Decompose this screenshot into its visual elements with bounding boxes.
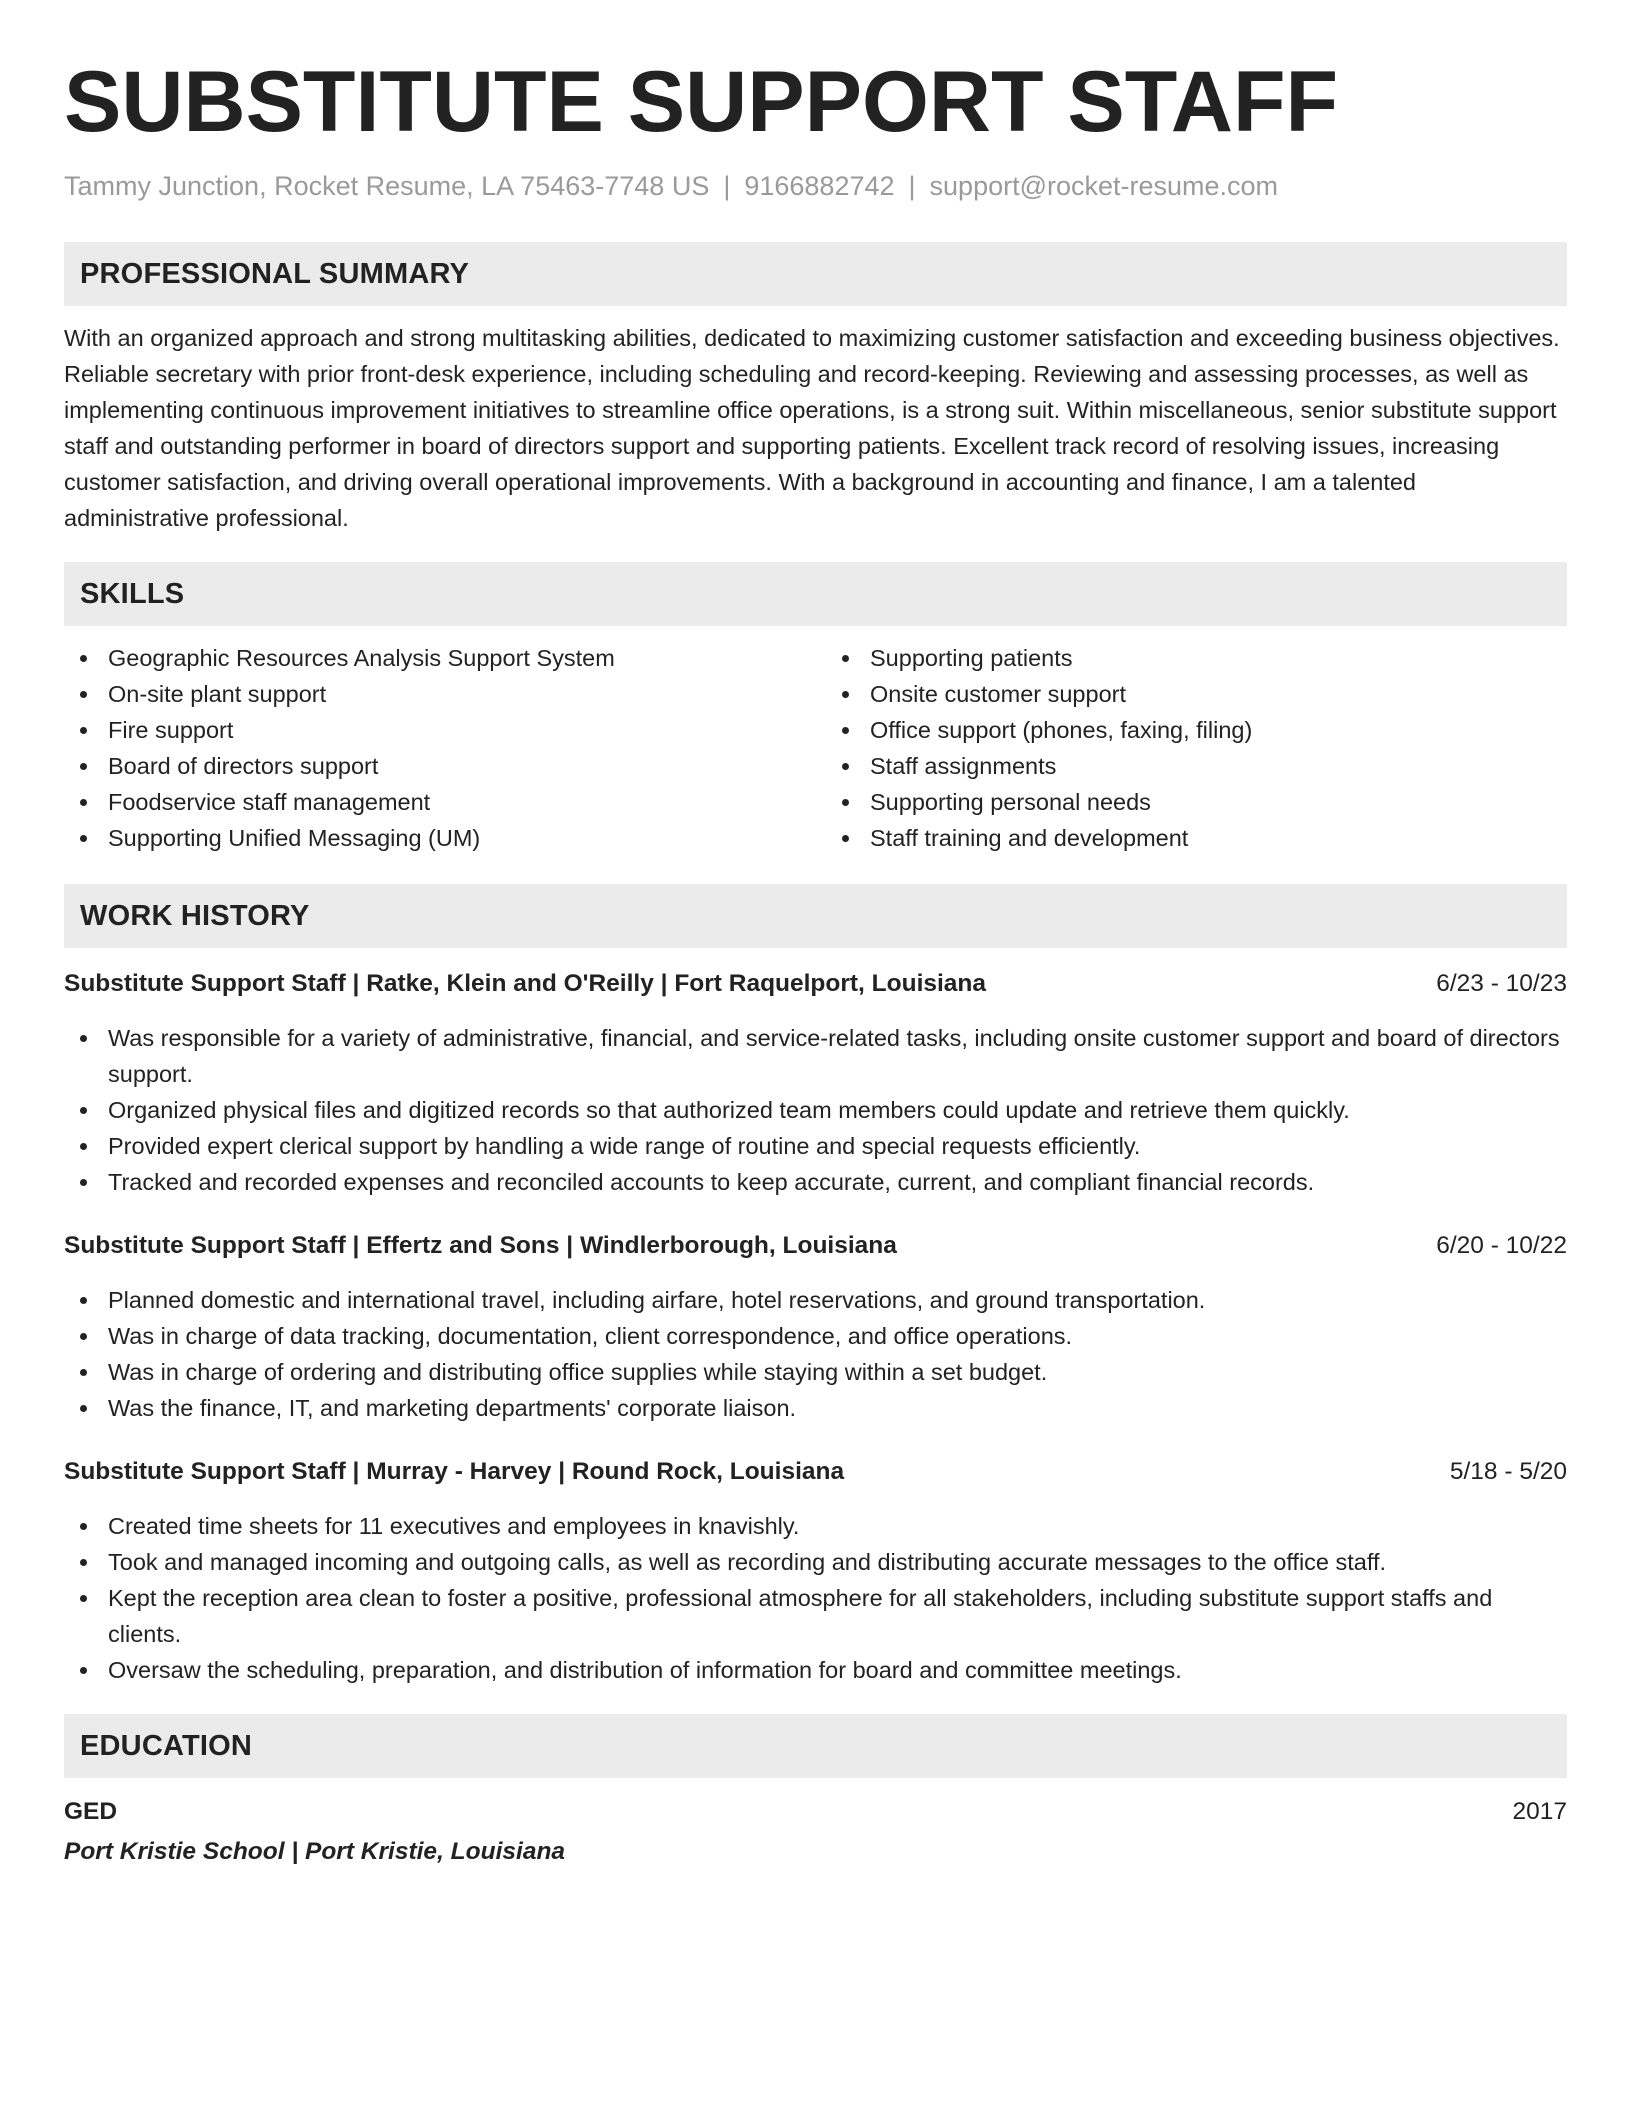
bullet-icon	[80, 1405, 87, 1412]
job-bullet	[64, 1128, 1567, 1164]
bullet-icon	[80, 691, 87, 698]
skill-item	[826, 712, 1567, 748]
job-title: Substitute Support Staff | Ratke, Klein and O'Reilly | Fort Raquelport, Louisiana	[64, 970, 987, 997]
contact-address: Tammy Junction, Rocket Resume, LA 75463-7748 US	[64, 171, 710, 201]
bullet-icon	[80, 1595, 87, 1602]
skills-section-header: SKILLS	[64, 562, 1567, 626]
skill-text: Board of directors support	[108, 753, 379, 779]
skill-item	[64, 748, 805, 784]
skills-list-right	[826, 640, 1567, 856]
job-header	[64, 1228, 1567, 1264]
education-header	[64, 1794, 1567, 1830]
bullet-icon	[80, 799, 87, 806]
bullet-icon	[80, 1179, 87, 1186]
job-header	[64, 966, 1567, 1002]
job-bullet	[64, 1164, 1567, 1200]
skill-text: Staff training and development	[870, 825, 1189, 851]
skills-list-left	[64, 640, 805, 856]
bullet-icon	[80, 1143, 87, 1150]
job-bullet	[64, 1652, 1567, 1688]
skill-text: Office support (phones, faxing, filing)	[870, 717, 1253, 743]
job-bullets	[64, 1020, 1567, 1200]
job-bullet-text: Was the finance, IT, and marketing departments' corporate liaison.	[108, 1395, 797, 1421]
job-bullet-text: Kept the reception area clean to foster a positive, professional atmosphere for all stakeholders, including substitute support staffs and clients.	[108, 1585, 1493, 1647]
job-bullet	[64, 1092, 1567, 1128]
skill-item	[64, 712, 805, 748]
job-bullet-text: Planned domestic and international travel, including airfare, hotel reservations, and ground transportation.	[108, 1287, 1206, 1313]
job-bullet-text: Tracked and recorded expenses and reconciled accounts to keep accurate, current, and compliant financial records.	[108, 1169, 1315, 1195]
job-title: Substitute Support Staff | Murray - Harvey | Round Rock, Louisiana	[64, 1458, 845, 1485]
job-bullet-text: Took and managed incoming and outgoing calls, as well as recording and distributing accurate messages to the office staff.	[108, 1549, 1387, 1575]
skill-item	[64, 784, 805, 820]
contact-separator: |	[723, 171, 731, 201]
education-section-header: EDUCATION	[64, 1714, 1567, 1778]
bullet-icon	[80, 1559, 87, 1566]
education-school: Port Kristie School | Port Kristie, Louisiana	[64, 1838, 566, 1865]
job-entry	[64, 1228, 1567, 1426]
skill-text: Geographic Resources Analysis Support System	[108, 645, 615, 671]
bullet-icon	[842, 691, 849, 698]
skill-text: Supporting personal needs	[870, 789, 1151, 815]
contact-phone: 9166882742	[744, 171, 895, 201]
skill-item	[826, 784, 1567, 820]
skill-item	[826, 676, 1567, 712]
job-bullet	[64, 1508, 1567, 1544]
work-section-header: WORK HISTORY	[64, 884, 1567, 948]
skill-text: On-site plant support	[108, 681, 327, 707]
skill-item	[64, 820, 805, 856]
job-bullet	[64, 1390, 1567, 1426]
bullet-icon	[80, 1523, 87, 1530]
job-bullet	[64, 1020, 1567, 1092]
job-dates: 5/18 - 5/20	[1449, 1458, 1567, 1485]
bullet-icon	[80, 1035, 87, 1042]
job-bullet	[64, 1580, 1567, 1652]
job-bullet-text: Created time sheets for 11 executives and employees in knavishly.	[108, 1513, 800, 1539]
bullet-icon	[80, 1333, 87, 1340]
job-dates: 6/20 - 10/22	[1436, 1232, 1567, 1259]
bullet-icon	[80, 763, 87, 770]
job-bullet	[64, 1544, 1567, 1580]
skill-item	[826, 820, 1567, 856]
skills-grid	[64, 640, 1567, 856]
contact-line	[64, 168, 1567, 204]
bullet-icon	[842, 763, 849, 770]
job-entry	[64, 966, 1567, 1200]
skill-text: Foodservice staff management	[108, 789, 431, 815]
contact-email: support@rocket-resume.com	[929, 171, 1279, 201]
job-entry	[64, 1454, 1567, 1688]
skill-text: Fire support	[108, 717, 234, 743]
bullet-icon	[842, 655, 849, 662]
bullet-icon	[80, 727, 87, 734]
job-bullet-text: Provided expert clerical support by handling a wide range of routine and special requests efficiently.	[108, 1133, 1141, 1159]
bullet-icon	[80, 1369, 87, 1376]
job-dates: 6/23 - 10/23	[1436, 970, 1567, 997]
skill-item	[826, 640, 1567, 676]
job-bullet-text: Oversaw the scheduling, preparation, and distribution of information for board and committee meetings.	[108, 1657, 1182, 1683]
summary-section-header: PROFESSIONAL SUMMARY	[64, 242, 1567, 306]
bullet-icon	[80, 1297, 87, 1304]
resume-page	[64, 52, 1567, 1870]
job-bullet-text: Was in charge of ordering and distributing office supplies while staying within a set budget.	[108, 1359, 1048, 1385]
skill-text: Supporting Unified Messaging (UM)	[108, 825, 481, 851]
job-bullet-text: Was responsible for a variety of administrative, financial, and service-related tasks, including onsite customer support and board of directors support.	[108, 1025, 1560, 1087]
skill-text: Supporting patients	[870, 645, 1073, 671]
job-bullet	[64, 1354, 1567, 1390]
bullet-icon	[842, 799, 849, 806]
skill-item	[826, 748, 1567, 784]
job-title: Substitute Support Staff | Effertz and Sons | Windlerborough, Louisiana	[64, 1232, 897, 1259]
job-bullet-text: Organized physical files and digitized records so that authorized team members could update and retrieve them quickly.	[108, 1097, 1350, 1123]
job-bullets	[64, 1508, 1567, 1688]
bullet-icon	[80, 1107, 87, 1114]
contact-separator: |	[908, 171, 916, 201]
skill-text: Staff assignments	[870, 753, 1057, 779]
skill-item	[64, 640, 805, 676]
skill-item	[64, 676, 805, 712]
bullet-icon	[80, 655, 87, 662]
job-header	[64, 1454, 1567, 1490]
job-bullets	[64, 1282, 1567, 1426]
skill-text: Onsite customer support	[870, 681, 1126, 707]
bullet-icon	[80, 835, 87, 842]
education-year: 2017	[1512, 1798, 1567, 1825]
bullet-icon	[842, 727, 849, 734]
education-entry	[64, 1794, 1567, 1870]
summary-text: With an organized approach and strong multitasking abilities, dedicated to maximizing customer satisfaction and exceeding business objectives. Reliable secretary with prior front-desk experience, including scheduling and record-keeping. Reviewing and assessing processes, as well as implementing continuous improvement initiatives to streamline office operations, is a strong suit. Within miscellaneous, senior substitute support staff and outstanding performer in board of directors support and supporting patients. Excellent track record of resolving issues, increasing customer satisfaction, and driving overall operational improvements. With a background in accounting and finance, I am a talented administrative professional.	[64, 325, 1560, 531]
education-degree: GED	[64, 1798, 118, 1825]
resume-name: SUBSTITUTE SUPPORT STAFF	[64, 54, 1339, 150]
job-bullet	[64, 1318, 1567, 1354]
bullet-icon	[80, 1667, 87, 1674]
job-bullet-text: Was in charge of data tracking, documentation, client correspondence, and office operations.	[108, 1323, 1073, 1349]
job-bullet	[64, 1282, 1567, 1318]
bullet-icon	[842, 835, 849, 842]
